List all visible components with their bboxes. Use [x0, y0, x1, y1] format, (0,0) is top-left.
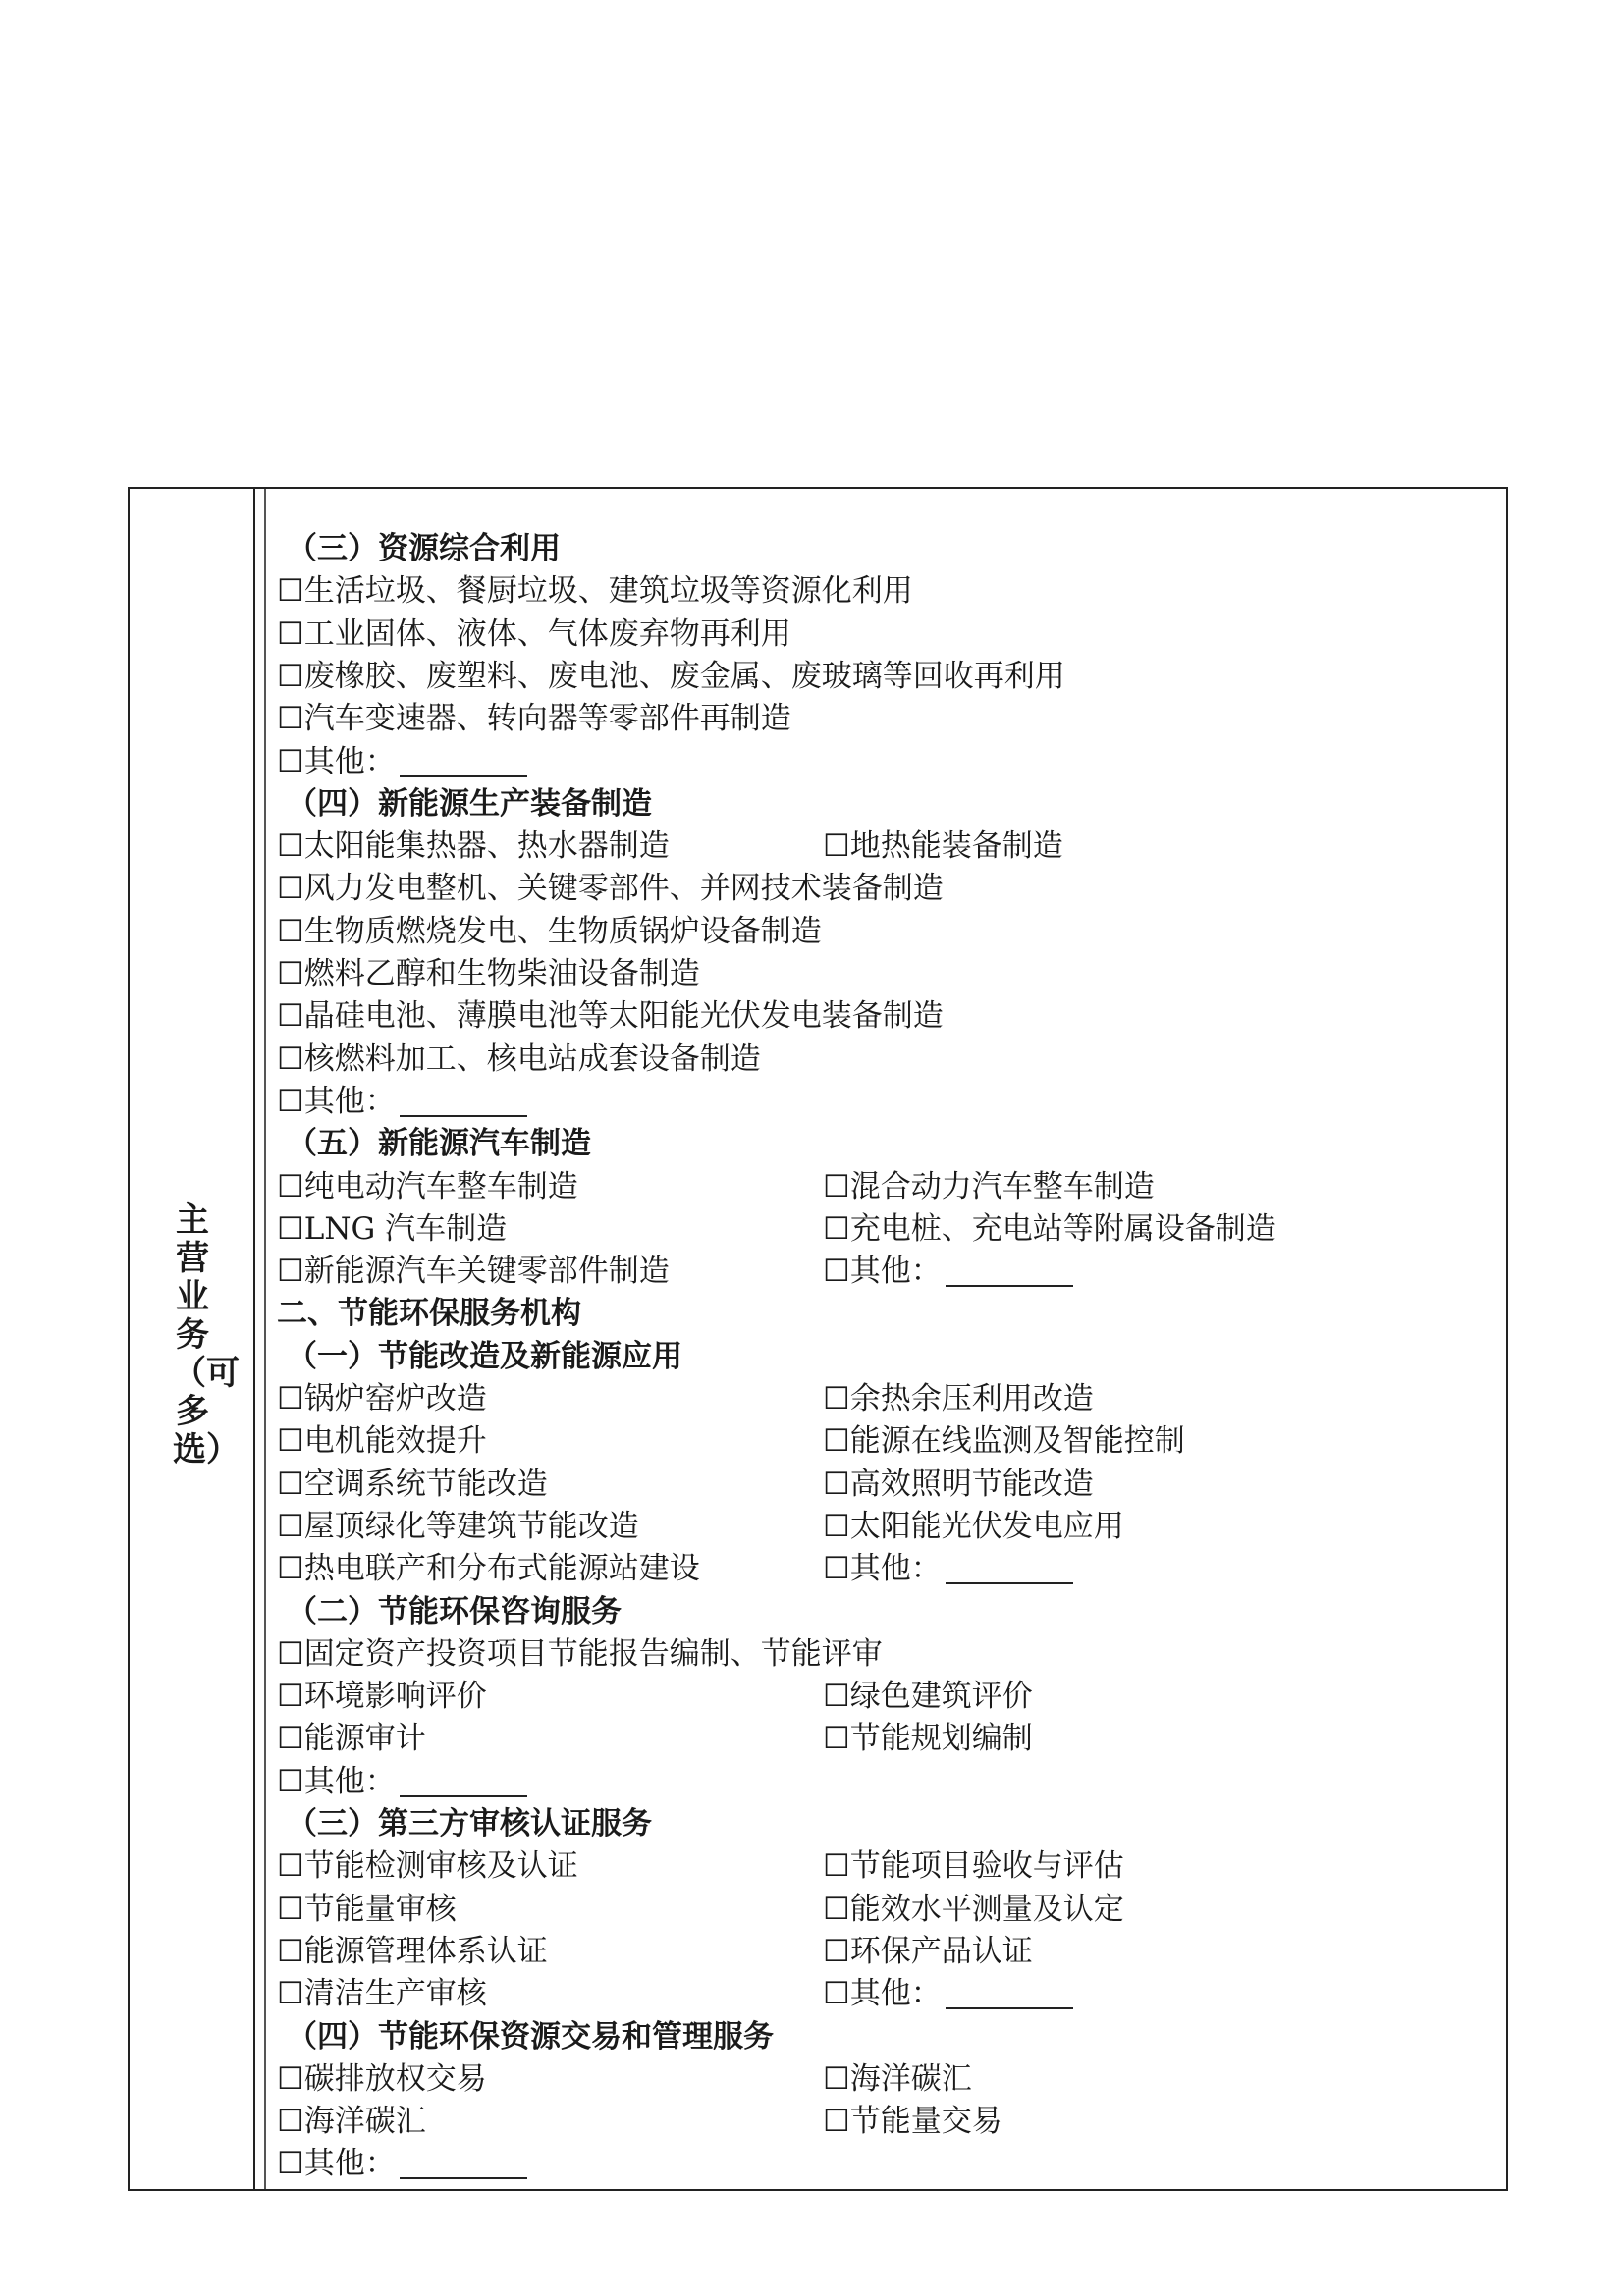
option-text: ☐其他： [823, 1976, 942, 2012]
option-text: ☐绿色建筑评价 [823, 1679, 1033, 1715]
checkbox-option[interactable] [823, 1973, 1073, 2015]
option-row [277, 995, 944, 1038]
option-text: ☐余热余压利用改造 [823, 1381, 1094, 1416]
fill-in-blank[interactable] [400, 775, 527, 777]
checkbox-option[interactable]: ☐能源管理体系认证 [277, 1933, 548, 1969]
option-row [277, 1676, 1033, 1718]
option-row [277, 1251, 942, 1293]
main-business-label: 主营业务（可多选） [173, 1201, 240, 1469]
option-row [277, 2101, 1002, 2143]
fill-in-blank[interactable] [400, 1115, 527, 1117]
option-row [277, 1166, 1155, 1208]
checkbox-option[interactable] [823, 1420, 1185, 1463]
checkbox-option[interactable]: ☐LNG 汽车制造 [277, 1210, 508, 1247]
option-row [277, 1420, 1185, 1463]
checkbox-option[interactable] [823, 1931, 1033, 1973]
option-row [277, 1889, 1124, 1931]
checkbox-option[interactable] [823, 1845, 1124, 1888]
option-text: ☐地热能装备制造 [823, 828, 1063, 865]
fill-in-blank[interactable] [946, 2007, 1073, 2009]
checkbox-option[interactable]: ☐废橡胶、废塑料、废电池、废金属、废玻璃等回收再利用 [277, 658, 1065, 694]
option-row [277, 826, 1063, 868]
checkbox-option[interactable]: ☐其他： [277, 743, 396, 779]
checkbox-option[interactable]: ☐海洋碳汇 [277, 2104, 426, 2140]
option-text: ☐高效照明节能改造 [823, 1466, 1094, 1502]
option-row [277, 614, 791, 656]
checkbox-option[interactable]: ☐核燃料加工、核电站成套设备制造 [277, 1041, 761, 1077]
option-text: ☐其他： [823, 1254, 942, 1290]
option-text: ☐海洋碳汇 [823, 2060, 972, 2097]
option-row [277, 953, 700, 995]
fill-in-blank[interactable] [946, 1582, 1073, 1584]
checkbox-option[interactable]: ☐纯电动汽车整车制造 [277, 1168, 578, 1204]
fill-in-blank[interactable] [400, 2177, 527, 2179]
option-row [277, 570, 913, 613]
fill-in-blank[interactable] [946, 1285, 1073, 1287]
option-row [277, 1506, 1124, 1548]
option-text: ☐环保产品认证 [823, 1933, 1033, 1969]
checkbox-option[interactable]: ☐节能量审核 [277, 1891, 457, 1927]
option-text: ☐太阳能光伏发电应用 [823, 1508, 1124, 1544]
checkbox-option[interactable]: ☐工业固体、液体、气体废弃物再利用 [277, 615, 791, 652]
checkbox-option[interactable]: ☐生活垃圾、餐厨垃圾、建筑垃圾等资源化利用 [277, 573, 913, 610]
checkbox-option[interactable]: ☐汽车变速器、转向器等零部件再制造 [277, 701, 791, 737]
checkbox-option[interactable] [823, 1208, 1276, 1251]
option-text: ☐充电桩、充电站等附属设备制造 [823, 1210, 1276, 1247]
option-row [277, 1761, 527, 1803]
inner-rule [264, 489, 266, 2189]
option-row [277, 656, 1065, 698]
option-row [277, 1845, 1124, 1888]
section-heading: （五）新能源汽车制造 [287, 1126, 591, 1162]
checkbox-option[interactable]: ☐碳排放权交易 [277, 2060, 487, 2097]
checkbox-option[interactable]: ☐生物质燃烧发电、生物质锅炉设备制造 [277, 913, 822, 949]
option-row [277, 2058, 972, 2101]
checkbox-option[interactable]: ☐晶硅电池、薄膜电池等太阳能光伏发电装备制造 [277, 998, 944, 1035]
option-row [277, 1633, 883, 1676]
checkbox-option[interactable] [823, 1378, 1094, 1420]
checkbox-option[interactable] [823, 1676, 1033, 1718]
option-row [277, 2143, 527, 2185]
section-heading: （四）节能环保资源交易和管理服务 [287, 2018, 774, 2055]
label-cell [130, 489, 255, 2189]
checkbox-option[interactable]: ☐环境影响评价 [277, 1679, 487, 1715]
option-row [277, 1931, 1033, 1973]
option-row [277, 911, 822, 953]
checkbox-option[interactable] [823, 826, 1063, 868]
option-row [277, 1208, 1276, 1251]
checkbox-option[interactable]: ☐太阳能集热器、热水器制造 [277, 828, 670, 865]
checkbox-option[interactable]: ☐电机能效提升 [277, 1423, 487, 1460]
option-row [277, 868, 944, 910]
option-row [277, 1973, 942, 2015]
option-row [277, 1378, 1094, 1420]
option-row [277, 741, 527, 783]
checkbox-option[interactable]: ☐屋顶绿化等建筑节能改造 [277, 1508, 639, 1544]
checkbox-option[interactable]: ☐其他： [277, 1083, 396, 1119]
section-heading: （三）资源综合利用 [287, 531, 561, 566]
section-heading: （一）节能改造及新能源应用 [287, 1338, 682, 1374]
option-row [277, 1081, 527, 1123]
checkbox-option[interactable]: ☐锅炉窑炉改造 [277, 1381, 487, 1416]
section-heading: （三）第三方审核认证服务 [287, 1806, 652, 1842]
option-text: ☐节能量交易 [823, 2104, 1002, 2140]
checkbox-option[interactable]: ☐风力发电整机、关键零部件、并网技术装备制造 [277, 871, 944, 907]
checkbox-option[interactable]: ☐节能检测审核及认证 [277, 1848, 578, 1885]
checkbox-option[interactable]: ☐热电联产和分布式能源站建设 [277, 1551, 700, 1587]
checkbox-option[interactable] [823, 1889, 1124, 1931]
checkbox-option[interactable] [823, 2101, 1002, 2143]
checkbox-option[interactable]: ☐其他： [277, 1763, 396, 1799]
option-row [277, 1548, 942, 1590]
option-text: ☐节能规划编制 [823, 1721, 1033, 1757]
option-text: ☐能源在线监测及智能控制 [823, 1423, 1185, 1460]
option-row [277, 698, 791, 740]
checkbox-option[interactable]: ☐燃料乙醇和生物柴油设备制造 [277, 956, 700, 991]
option-text: ☐能效水平测量及认定 [823, 1891, 1124, 1927]
checkbox-option[interactable] [823, 1251, 1073, 1293]
business-scope-table [128, 487, 1508, 2191]
checkbox-option[interactable] [823, 1548, 1073, 1590]
checkbox-option[interactable]: ☐其他： [277, 2146, 396, 2182]
checkbox-option[interactable]: ☐空调系统节能改造 [277, 1466, 548, 1502]
category-heading: 二、节能环保服务机构 [277, 1296, 581, 1332]
checkbox-option[interactable]: ☐新能源汽车关键零部件制造 [277, 1254, 670, 1290]
option-text: ☐其他： [823, 1551, 942, 1587]
checkbox-option[interactable] [823, 1464, 1094, 1506]
checkbox-option[interactable] [823, 1506, 1124, 1548]
section-heading: （二）节能环保咨询服务 [287, 1593, 622, 1629]
checkbox-option[interactable] [823, 1166, 1155, 1208]
option-row [277, 1464, 1094, 1506]
checkbox-option[interactable]: ☐能源审计 [277, 1721, 426, 1757]
section-heading: （四）新能源生产装备制造 [287, 785, 652, 822]
option-text: ☐节能项目验收与评估 [823, 1848, 1124, 1885]
option-row [277, 1039, 761, 1081]
checkbox-option[interactable] [823, 1718, 1033, 1760]
checkbox-option[interactable]: ☐固定资产投资项目节能报告编制、节能评审 [277, 1635, 883, 1672]
fill-in-blank[interactable] [400, 1795, 527, 1797]
checkbox-option[interactable] [823, 2058, 972, 2101]
option-row [277, 1718, 1033, 1760]
option-text: ☐混合动力汽车整车制造 [823, 1168, 1155, 1204]
checkbox-option[interactable]: ☐清洁生产审核 [277, 1976, 487, 2012]
